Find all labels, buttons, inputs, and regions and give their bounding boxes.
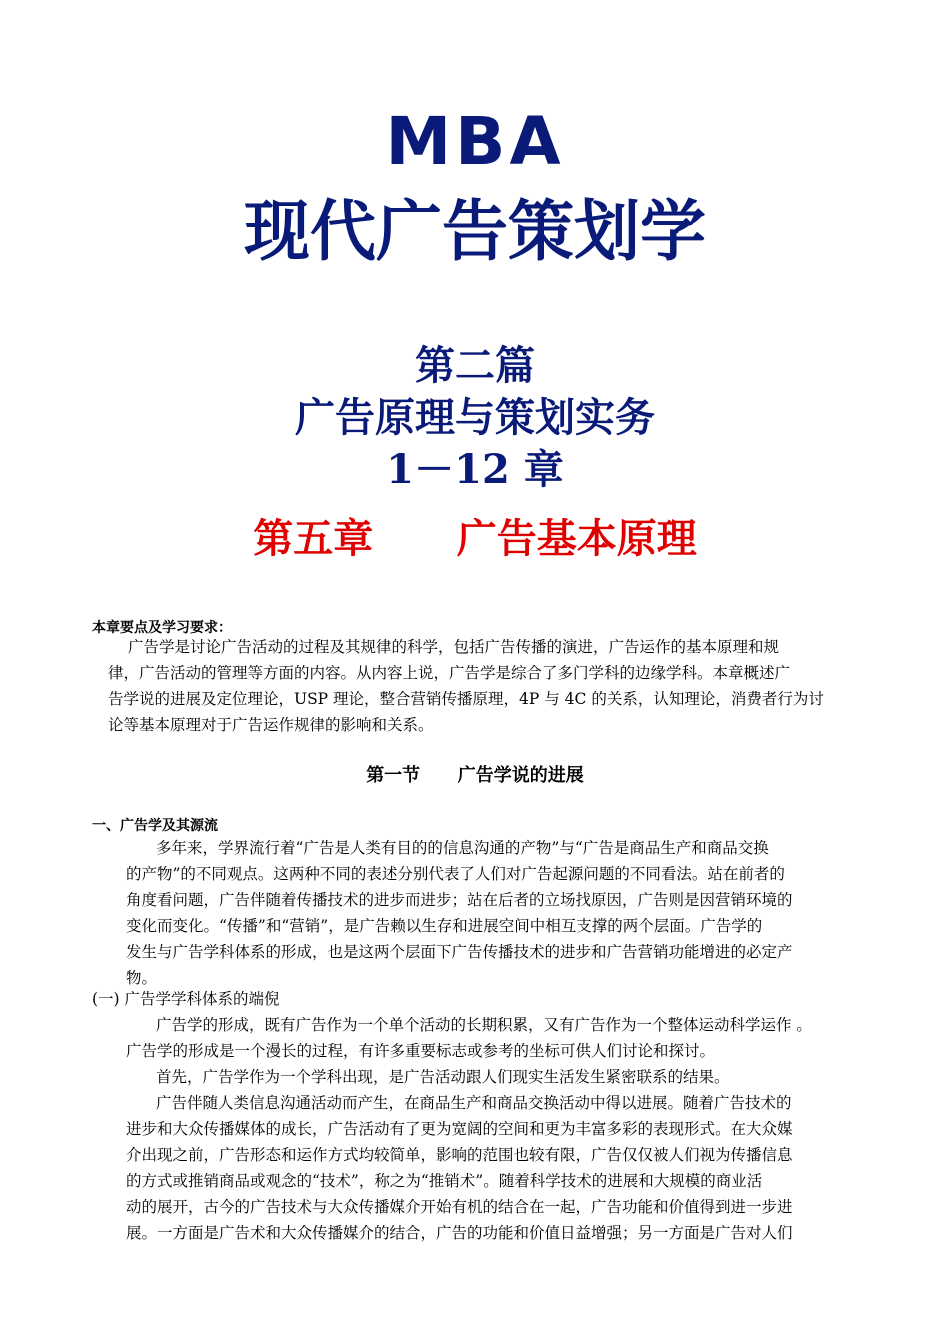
paragraph-line: 的产物”的不同观点。这两种不同的表述分别代表了人们对广告起源问题的不同看法。站在前者的: [126, 865, 785, 883]
chapter-title: 第五章 广告基本原理: [253, 515, 697, 562]
subsection-heading: (一) 广告学学科体系的端倪: [92, 990, 280, 1008]
summary-line: 告学说的进展及定位理论，USP 理论，整合营销传播原理，4P 与 4C 的关系，认知理论，消费者行为讨: [108, 690, 824, 708]
paragraph-line: 物。: [126, 969, 158, 987]
paragraph-line: 的方式或推销商品或观念的“技术”，称之为“推销术”。随着科学技术的进展和大规模的商业活: [126, 1172, 763, 1190]
summary-heading: 本章要点及学习要求：: [92, 620, 232, 636]
paragraph-line: 多年来，学界流行着“广告是人类有目的的信息沟通的产物”与“广告是商品生产和商品交换: [156, 839, 769, 857]
paragraph-line: 角度看问题，广告伴随着传播技术的进步而进步；站在后者的立场找原因，广告则是因营销环境的: [126, 891, 793, 909]
summary-line: 论等基本原理对于广告运作规律的影响和关系。: [108, 716, 434, 734]
book-title: 现代广告策划学: [244, 193, 706, 270]
paragraph-line: 动的展开，古今的广告技术与大众传播媒介开始有机的结合在一起，广告功能和价值得到进一步进: [126, 1198, 793, 1216]
summary-paragraph: [0, 634, 950, 744]
subsection-heading: 一、广告学及其源流: [92, 818, 218, 834]
paragraph-line: 广告伴随人类信息沟通活动而产生，在商品生产和商品交换活动中得以进展。随着广告技术的: [156, 1094, 792, 1112]
mba-title: MBA: [385, 103, 565, 180]
summary-line: 律，广告活动的管理等方面的内容。从内容上说，广告学是综合了多门学科的边缘学科。本章概述广: [108, 664, 791, 682]
paragraph-line: 广告学的形成是一个漫长的过程，有许多重要标志或参考的坐标可供人们讨论和探讨。: [126, 1042, 716, 1060]
part-label: 第二篇: [415, 342, 535, 389]
paragraph-line: 展。一方面是广告术和大众传播媒介的结合，广告的功能和价值日益增强；另一方面是广告对人们: [126, 1224, 793, 1242]
part-range: 1－12 章: [386, 446, 564, 493]
paragraph-line: 发生与广告学科体系的形成，也是这两个层面下广告传播技术的进步和广告营销功能增进的必定产: [126, 943, 793, 961]
paragraph-line: 首先，广告学作为一个学科出现，是广告活动跟人们现实生活发生紧密联系的结果。: [156, 1068, 730, 1086]
section-title: 第一节 广告学说的进展: [366, 765, 584, 786]
summary-line: 广告学是讨论广告活动的过程及其规律的科学，包括广告传播的演进，广告运作的基本原理和规: [128, 638, 780, 656]
subsection-paragraph: [0, 835, 950, 995]
subsection-paragraph: [0, 1012, 950, 1252]
paragraph-line: 广告学的形成，既有广告作为一个单个活动的长期积累，又有广告作为一个整体运动科学运作 。: [156, 1016, 812, 1034]
paragraph-line: 变化而变化。“传播”和“营销”，是广告赖以生存和进展空间中相互支撑的两个层面。广告学的: [126, 917, 763, 935]
part-title: 广告原理与策划实务: [295, 394, 655, 441]
paragraph-line: 进步和大众传播媒体的成长，广告活动有了更为宽阔的空间和更为丰富多彩的表现形式。在大众媒: [126, 1120, 793, 1138]
paragraph-line: 介出现之前，广告形态和运作方式均较简单，影响的范围也较有限，广告仅仅被人们视为传播信息: [126, 1146, 793, 1164]
